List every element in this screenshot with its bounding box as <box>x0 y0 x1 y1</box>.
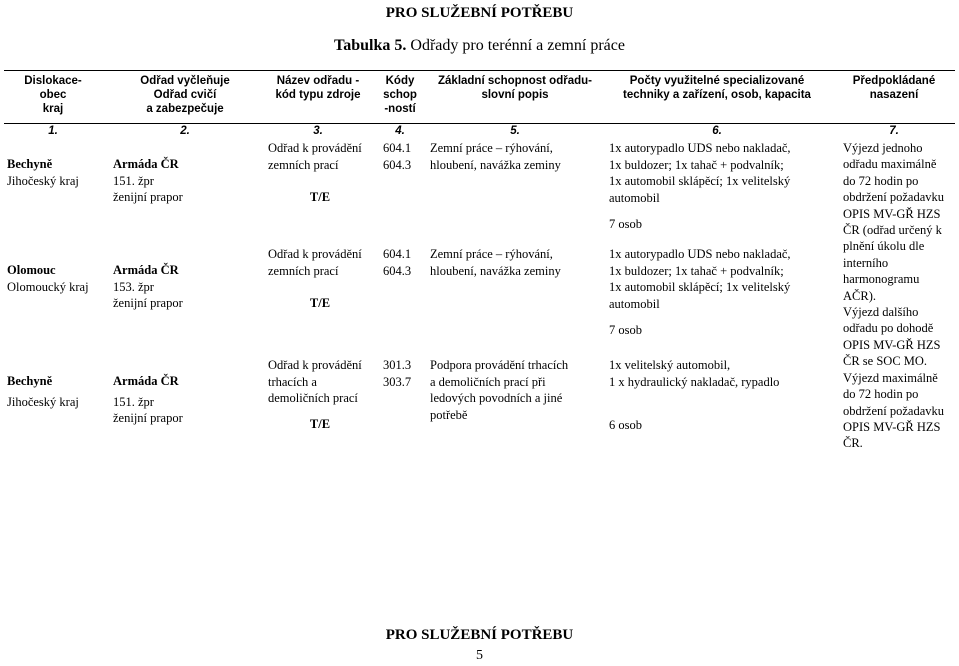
classification-footer: PRO SLUŽEBNÍ POTŘEBU <box>385 627 574 643</box>
row-unit <box>113 156 261 206</box>
capability-code: 604.3 <box>383 157 412 172</box>
capability-code: 604.1 <box>383 247 412 261</box>
row-unit <box>113 373 261 427</box>
row-location <box>7 373 107 410</box>
row-equipment <box>609 246 831 339</box>
equipment-line: 1x automobil sklápěcí; 1x velitelský <box>609 280 791 294</box>
unit-name: Armáda ČR <box>113 263 179 277</box>
location-region: Jihočeský kraj <box>7 173 79 188</box>
deployment-line: OPIS MV-GŘ HZS <box>843 337 941 352</box>
table-top-rule <box>4 70 955 71</box>
row-capability <box>430 246 605 279</box>
location-region: Jihočeský kraj <box>7 394 79 409</box>
deployment-line: interního <box>843 255 889 270</box>
capability-code: 301.3 <box>383 358 412 372</box>
row-equipment <box>609 357 831 434</box>
col-number-6: 6. <box>712 125 722 137</box>
deployment-line: harmonogramu <box>843 272 920 287</box>
equipment-line: 1x velitelský automobil, <box>609 358 731 372</box>
row-detachment <box>268 140 380 206</box>
row-location <box>7 262 107 295</box>
detachment-name-line1: Odřad k provádění <box>268 247 362 261</box>
col-header-equipment: Počty využitelné specializované techniky a zařízení, osob, kapacita <box>623 75 811 101</box>
equipment-line: 1 x hydraulický nakladač, rypadlo <box>609 374 780 389</box>
deployment-line: AČR). <box>843 288 876 303</box>
equipment-line: 1x autorypadlo UDS nebo nakladač, <box>609 247 791 261</box>
equipment-line: 1x buldozer; 1x tahač + podvalník; <box>609 263 784 278</box>
col-header-deployment: Předpokládané nasazení <box>852 75 936 101</box>
capability-line: ledových povodních a jiné <box>430 391 563 405</box>
deployment-line: do 72 hodin po <box>843 387 919 402</box>
classification-header: PRO SLUŽEBNÍ POTŘEBU <box>385 5 574 21</box>
table-row <box>0 246 830 354</box>
capability-code: 604.3 <box>383 263 412 278</box>
table-title <box>0 37 959 55</box>
capability-line: a demoličních prací při <box>430 374 546 389</box>
col-header-detachment-name: Název odřadu - kód typu zdroje <box>275 75 361 101</box>
deployment-line: ČR (odřad určený k <box>843 223 942 238</box>
row-codes <box>383 357 427 390</box>
deployment-line: obdržení požadavku <box>843 403 945 418</box>
equipment-line: automobil <box>609 296 660 311</box>
col-header-unit: Odřad vyčleňuje Odřad cvičí a zabezpečuje <box>140 75 230 115</box>
unit-type: ženijní prapor <box>113 296 183 310</box>
persons-count: 7 osob <box>609 323 642 337</box>
deployment-line: obdržení požadavku <box>843 190 945 205</box>
row-unit <box>113 262 261 312</box>
deployment-line: odřadu maximálně <box>843 157 937 172</box>
deployment-line: do 72 hodin po <box>843 173 919 188</box>
page-number: 5 <box>476 648 483 663</box>
row-capability <box>430 357 605 423</box>
detachment-name-line1: Odřad k provádění <box>268 358 362 372</box>
location-town: Olomouc <box>7 263 56 277</box>
deployment-line: Výjezd maximálně <box>843 370 938 385</box>
col-number-5: 5. <box>510 125 520 137</box>
capability-line: Zemní práce – rýhování, <box>430 141 553 155</box>
col-number-7: 7. <box>889 125 899 137</box>
deployment-line: plnění úkolu dle <box>843 239 925 254</box>
capability-code: 604.1 <box>383 141 412 155</box>
unit-type: ženijní prapor <box>113 190 183 204</box>
row-codes <box>383 140 427 173</box>
deployment-line: Výjezd dalšího <box>843 305 919 320</box>
equipment-line: automobil <box>609 190 660 205</box>
table-title-text: Odřady pro terénní a zemní práce <box>410 37 625 54</box>
unit-battalion: 151. žpr <box>113 394 154 409</box>
table-row <box>0 357 830 437</box>
equipment-line: 1x autorypadlo UDS nebo nakladač, <box>609 141 791 155</box>
col-number-4: 4. <box>395 125 405 137</box>
location-town: Bechyně <box>7 374 53 388</box>
unit-name: Armáda ČR <box>113 157 179 171</box>
col-header-capability-codes: Kódy schop -ností <box>383 75 417 115</box>
deployment-line: Výjezd jednoho <box>843 141 923 155</box>
deployment-line: ČR. <box>843 436 863 451</box>
deployment-line: ČR se SOC MO. <box>843 354 928 369</box>
row-detachment <box>268 246 380 312</box>
col-number-2: 2. <box>180 125 190 137</box>
deployment-line: OPIS MV-GŘ HZS <box>843 419 941 434</box>
capability-line: potřebě <box>430 407 468 422</box>
header-bottom-rule <box>4 123 955 124</box>
detachment-name-line1: Odřad k provádění <box>268 141 362 155</box>
detachment-name-line2: zemních prací <box>268 263 339 278</box>
row-location <box>7 156 107 189</box>
detachment-name-line2: zemních prací <box>268 157 339 172</box>
row-equipment <box>609 140 831 233</box>
equipment-line: 1x buldozer; 1x tahač + podvalník; <box>609 157 784 172</box>
deployment-line: odřadu po dohodě <box>843 321 934 336</box>
resource-type-code: T/E <box>309 296 331 310</box>
capability-line: Zemní práce – rýhování, <box>430 247 553 261</box>
detachment-name-line2: trhacích a <box>268 374 317 389</box>
unit-type: ženijní prapor <box>113 411 183 425</box>
table-row <box>0 140 830 245</box>
location-town: Bechyně <box>7 157 53 171</box>
capability-line: hloubení, navážka zeminy <box>430 157 561 172</box>
unit-battalion: 153. žpr <box>113 279 154 294</box>
detachment-name-line3: demoličních prací <box>268 391 358 405</box>
col-header-location: Dislokace- obec kraj <box>24 75 82 115</box>
location-region: Olomoucký kraj <box>7 279 89 294</box>
table-number: Tabulka 5. <box>334 37 407 54</box>
col-number-1: 1. <box>48 125 58 137</box>
col-header-capability: Základní schopnost odřadu- slovní popis <box>438 75 592 101</box>
row-capability <box>430 140 605 173</box>
unit-battalion: 151. žpr <box>113 173 154 188</box>
deployment-column <box>843 140 959 452</box>
deployment-line: OPIS MV-GŘ HZS <box>843 206 941 221</box>
capability-line: Podpora provádění trhacích <box>430 358 569 372</box>
persons-count: 7 osob <box>609 217 642 231</box>
row-detachment <box>268 357 380 432</box>
col-number-3: 3. <box>313 125 323 137</box>
unit-name: Armáda ČR <box>113 374 179 388</box>
persons-count: 6 osob <box>609 418 642 432</box>
capability-line: hloubení, navážka zeminy <box>430 263 561 278</box>
resource-type-code: T/E <box>309 190 331 204</box>
equipment-line: 1x automobil sklápěcí; 1x velitelský <box>609 174 791 188</box>
resource-type-code: T/E <box>309 416 331 431</box>
capability-code: 303.7 <box>383 374 412 389</box>
row-codes <box>383 246 427 279</box>
